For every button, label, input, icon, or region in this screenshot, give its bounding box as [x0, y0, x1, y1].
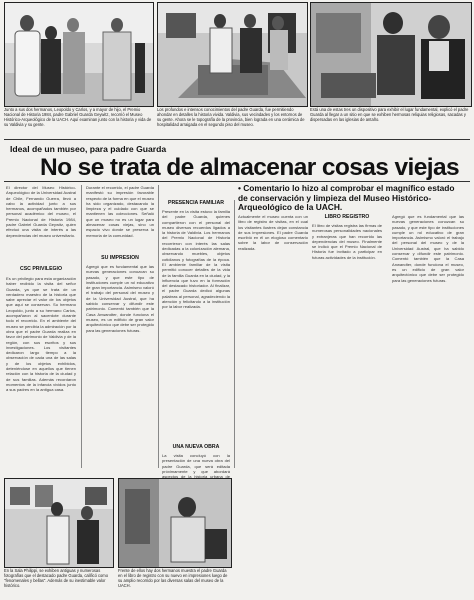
photo-3	[310, 2, 472, 107]
photo-4-caption: En la Sala Philippi, se exhiben antiguas y numerosas fotografías que el destacado padre Guarda, calificó como "fenomenales y bellas". Además de su inestimable valor histórico.	[4, 568, 108, 588]
column-1-body: Es un privilegio para esta organización haber recibido la visita del señor Guarda, ya que se trata de un verdadero maestro de la historia que sabe apreciar el valor de los objetos que aquí se conservan. Su hermano Leopoldo, junto a su hermano Carlos, acompañaron al sacerdote durante todo el recorrido. En el ambiente del museo se percibía la admiración por la obra que el padre Guarda realiza en favor del patrimonio de Valdivia y de la región, con sus escritos y sus investigaciones. Los visitantes dedicaron largo tiempo a la observación de cada una de las salas y de los objetos exhibidos, deteniéndose en aquellos que tienen relación con la historia de la ciudad y de sus familias. Además recordaron momentos de la infancia vividos junto a sus padres en la antigua casa.	[6, 276, 76, 393]
subhead-registro: LIBRO REGISTRO	[324, 214, 370, 220]
column-1-intro: El director del Museo Histórico-Arqueológico de la Universidad Austral de Chile, Fernando Guerra, llevó a cabo la actividad junto a sus hermanos, acompañados también por personal académico del museo, el Premio Nacional de Historia 1984, padre Gabriel Guarda Geywitz, quien efectuó una visita de interés a las dependencias del museo universitario.	[6, 185, 76, 238]
column-divider-3	[234, 200, 235, 468]
photo-5	[118, 478, 232, 568]
photo-5-caption: Frente de ellos hay dos hermanos muestra el padre Guarda en el libro de registro con su nuevo en impresiones luego de su amplio recorrido por las diversas salas del museo de la UACH.	[118, 568, 228, 588]
deck: • Comentario lo hizo al comprobar el magnífico estado de conservación y limpieza del Museo Histórico-Arqueológico de la UACH.	[238, 183, 455, 213]
subhead-impresion: SU IMPRESION	[101, 255, 139, 261]
headline: No se trata de almacenar cosas viejas	[40, 154, 460, 181]
photo-2-caption: Los profundos e intensos conocimientos del padre Guarda, fue permitiendo ahondar en detalles la historia vivida. Valdivia, sus vecindades y los entornos de su gente. Ahora se le topografía de la provincia, bien lograda en una cerámica de hospitalidad arraigada en el segundo piso del museo.	[157, 107, 305, 127]
headline-rule	[4, 181, 470, 182]
column-5-body: Agregó que es fundamental que las nuevas generaciones conozcan su pasado, y que este tipo de instituciones cumple un rol educativo de gran importancia. Asimismo valoró el trabajo del personal del museo y de la Universidad Austral, que ha sabido conservar y difundir este patrimonio. Comentó también que la Casa Anwandter, donde funciona el museo, es un edificio de gran valor arquitectónico que debe ser protegido para las generaciones futuras.	[392, 214, 464, 283]
column-4-intro: Actualmente el museo cuenta con un libro de registro de visitas, en el cual los visitantes ilustres dejan constancia de sus impresiones. El padre Guarda escribió en él un elogioso comentario sobre la labor de conservación realizada.	[238, 214, 308, 251]
subhead-obra: UNA NUEVA OBRA	[172, 444, 220, 450]
kicker: Ideal de un museo, para padre Guarda	[10, 144, 167, 154]
column-divider-1	[81, 185, 82, 468]
column-4-body: El libro de visitas registra las firmas de numerosas personalidades nacionales y extranjeras que han recorrido las dependencias del museo. Finalmente se indicó que el Premio Nacional de Historia fue invitado a participar en futuras actividades de la institución.	[312, 223, 382, 260]
photo-1	[4, 2, 154, 107]
subhead-privilegio: CSC PRIVILEGIO	[19, 266, 63, 272]
photo-1-caption: Junto a sus dos hermanos, Leopoldo y Carlos, y a mayor de hijo, el Premio Nacional de Historia 1984, padre Gabriel Guarda Geywitz, recorrió el Museo Histórico-Arqueológico de la UACH. Aquí examinan junto con la historia y vida de su Valdivia y su gente.	[4, 107, 152, 127]
column-2-intro: Durante el recorrido, el padre Guarda manifestó su impresión favorable respecto de la forma en que el museo ha sido organizado, destacando la limpieza y el cuidado con que se mantienen las colecciones. Señaló que un museo no es un lugar para almacenar cosas viejas, sino un espacio vivo donde se preserva la memoria de la comunidad.	[86, 185, 154, 238]
subhead-familiar: PRESENCIA FAMILIAR	[167, 200, 224, 206]
column-3-body: Presente en la visita estuvo la familia del padre Guarda, quienes compartieron con el personal del museo diversos recuerdos ligados a la historia de Valdivia. Los hermanos del Premio Nacional de Historia recorrieron con interés las salas dedicadas a la colonización alemana, observando muebles, objetos cotidianos y fotografías de la época. El ambiente familiar de la visita permitió conocer detalles de la vida de la familia Guarda en la ciudad, y la influencia que tuvo en la formación del destacado historiador. Al finalizar, el padre Guarda dedicó algunas palabras al personal, agradeciendo la atención y felicitando a la institución por la labor realizada.	[162, 209, 230, 310]
photo-3-caption: Está una de estas tres un dispositivo para exhibir el lugar fundamental, explicó el padre Guarda al llegar a un sitio en que se exhiben hermosas reliquias religiosas, sacadas y dispersadas en las iglesias de antaño.	[310, 107, 469, 122]
column-2-body: Agregó que es fundamental que las nuevas generaciones conozcan su pasado, y que este tipo de instituciones cumple un rol educativo de gran importancia. Asimismo valoró el trabajo del personal del museo y de la Universidad Austral, que ha sabido conservar y difundir este patrimonio. Comentó también que la Casa Anwandter, donde funciona el museo, es un edificio de gran valor arquitectónico que debe ser protegido para las generaciones futuras.	[86, 264, 154, 333]
column-3-end: La visita concluyó con la presentación de una nueva obra del padre Guarda, que será editada próximamente y que abordará aspectos de la historia urbana de	[162, 453, 230, 480]
photo-4	[4, 478, 114, 568]
top-rule	[4, 139, 470, 140]
photo-2	[157, 2, 308, 107]
column-divider-2	[158, 185, 159, 468]
